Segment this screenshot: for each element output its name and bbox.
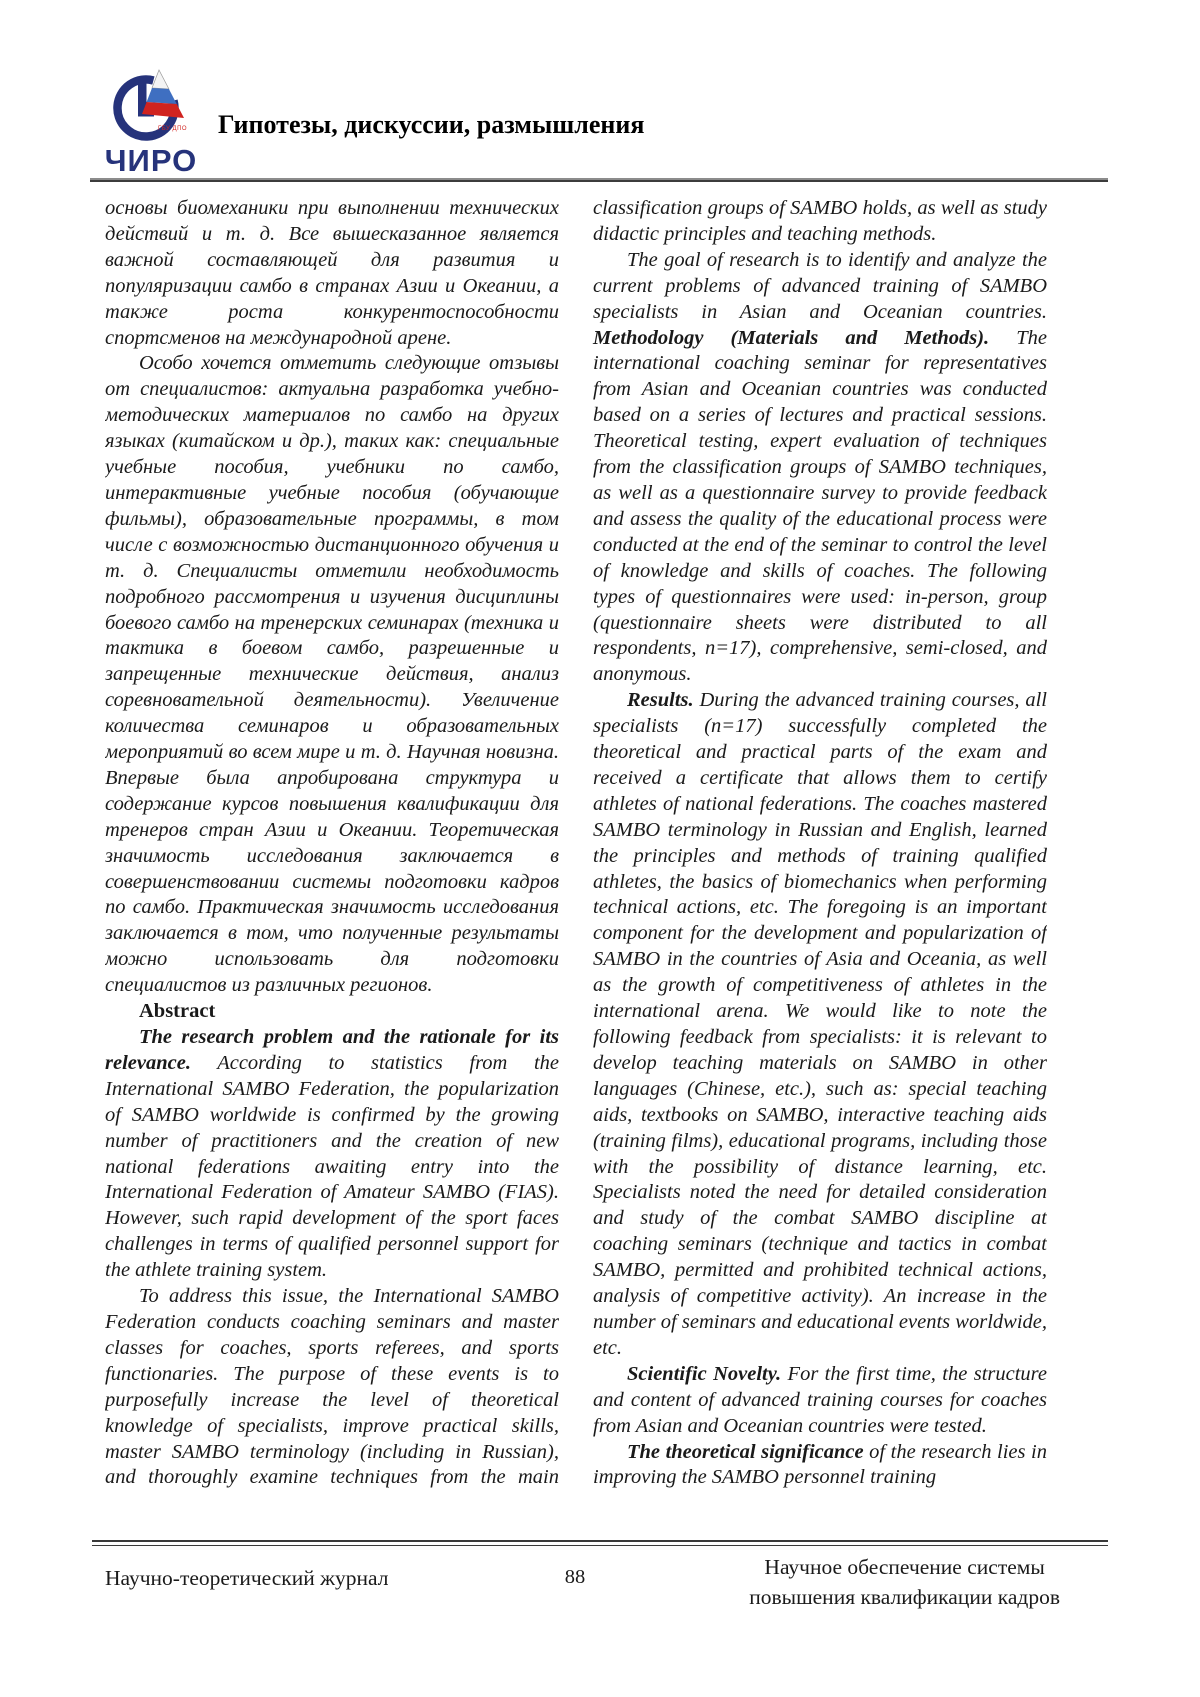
text-segment: основы биомеханики при выполнении технических действий и т. д. Все вышесказанное является важной составляющей для развития и популяризации самбо в странах Азии и Океании, а также роста конкурентоспособности спортсменов на международной арене. [105, 197, 559, 349]
journal-name [749, 1552, 1060, 1612]
logo-acronym: ЧИРО [104, 143, 198, 178]
text-segment: The research problem and the rationale for its relevance. [105, 1026, 559, 1074]
text-segment: The theoretical significance [627, 1440, 864, 1463]
paragraph [105, 196, 559, 351]
text-segment: To address this issue, the International SAMBO Federation conducts coaching seminars and master classes for coaches, sports referees, and sports functionaries. The purpose of these events is to purposefully increase the level of theoretical knowledge of specialists, improve practical skills, master SAMBO terminology (including in Russian), and thoroughly examine techniques from the main classification groups of SAMBO holds, as well as study didactic principles and teaching methods. [105, 197, 1047, 1489]
journal-name-line-1: Научное обеспечение системы [764, 1555, 1045, 1579]
page-number: 88 [564, 1566, 586, 1588]
journal-name-line-2: повышения квалификации кадров [749, 1585, 1060, 1609]
paragraph [105, 351, 559, 999]
journal-type-label: Научно-теоретический журнал [105, 1566, 389, 1590]
text-segment: The goal of research is to identify and analyze the current problems of advanced training of SAMBO specialists in Asian and Oceanian countries. [593, 248, 1047, 323]
page-footer [105, 1552, 1060, 1622]
text-segment: Abstract [139, 1000, 216, 1023]
text-segment: Особо хочется отметить следующие отзывы от специалистов: актуальна разработка учебно-методических материалов по самбо на других языках (китайском и др.), таких как: специальные учебные пособия, учебники по самбо, интерактивные учебные пособия (обучающие фильмы), образовательные программы, в том числе с возможностью дистанционного обучения и т. д. Специалисты отметили необходимость подробного рассмотрения и изучения дисциплины боевого самбо на тренерских семинарах (техника и тактика в боевом самбо, разрешенные и запрещенные технические действия, анализ соревновательной деятельности). Увеличение количества семинаров и образовательных мероприятий во всем мире и т. д. Научная новизна. Впервые была апробирована структура и содержание курсов повышения квалификации для тренеров стран Азии и Океании. Теоретическая значимость исследования заключается в совершенствовании системы подготовки кадров по самбо. Практическая значимость исследования заключается в том, что полученные результаты можно использовать для подготовки специалистов из различных регионов. [105, 352, 559, 997]
org-logo [94, 64, 208, 179]
logo-sail-blue-band [147, 88, 177, 104]
section-title: Гипотезы, дискуссии, размышления [218, 110, 645, 139]
text-segment: Scientific Novelty. [627, 1362, 782, 1385]
logo-emblem-icon [96, 64, 206, 150]
text-segment: The international coaching seminar for representatives from Asian and Oceanian countries was conducted based on a series of lectures and practical sessions. Theoretical testing, expert evaluation of techniques from the classification groups of SAMBO techniques, as well as a questionnaire survey to provide feedback and assess the quality of the educational process were conducted at the end of the seminar to control the level of knowledge and skills of coaches. The following types of questionnaires were used: in-person, group (questionnaire sheets were distributed to all respondents, n=17), comprehensive, semi-closed, and anonymous. [593, 326, 1047, 686]
logo-org-type-label: ГБУ ДПО [158, 126, 188, 132]
header-rule [90, 178, 1108, 182]
logo-sail-white-band [152, 70, 169, 89]
text-segment: For the first time, the structure and content of advanced training courses for coaches from Asian and Oceanian countries were tested. [593, 1362, 1047, 1437]
text-segment: During the advanced training courses, all specialists (n=17) successfully completed the theoretical and practical parts of the exam and received a certificate that allows them to certify athletes of national federations. The coaches mastered SAMBO terminology in Russian and English, learned the principles and methods of training qualified athletes, the basics of biomechanics when performing technical actions, etc. The foregoing is an important component for the development and popularization of SAMBO in the countries of Asia and Oceania, as well as the growth of competitiveness of athletes in the international arena. We would like to note the following feedback from specialists: it is relevant to develop teaching materials on SAMBO in other languages (Chinese, etc.), such as: special teaching aids, textbooks on SAMBO, interactive teaching aids (training films), educational programs, including those with the possibility of distance learning, etc. Specialists noted the need for detailed consideration and study of the combat SAMBO discipline at coaching seminars (technique and tactics in combat SAMBO, permitted and prohibited technical actions, analysis of competitive activity). An increase in the number of seminars and educational events worldwide, etc. [593, 689, 1047, 1359]
paragraph [593, 248, 1047, 688]
article-body [105, 196, 1047, 1530]
text-segment: Methodology (Materials and Methods). [593, 326, 990, 349]
paragraph [593, 688, 1047, 1362]
text-segment: According to statistics from the International SAMBO Federation, the popularization of SAMBO worldwide is confirmed by the growing number of practitioners and the creation of new national federations awaiting entry into the International Federation of Amateur SAMBO (FIAS). However, such rapid development of the sport faces challenges in terms of qualified personnel support for the athlete training system. [105, 1051, 559, 1282]
paragraph [593, 1440, 1047, 1492]
text-segment: Results. [627, 689, 694, 712]
paragraph [593, 1362, 1047, 1440]
text-segment: of the research lies in improving the SAMBO personnel training [593, 1440, 1047, 1489]
paragraph [105, 1025, 559, 1284]
footer-rule [92, 1540, 1108, 1546]
paragraph [105, 999, 559, 1025]
